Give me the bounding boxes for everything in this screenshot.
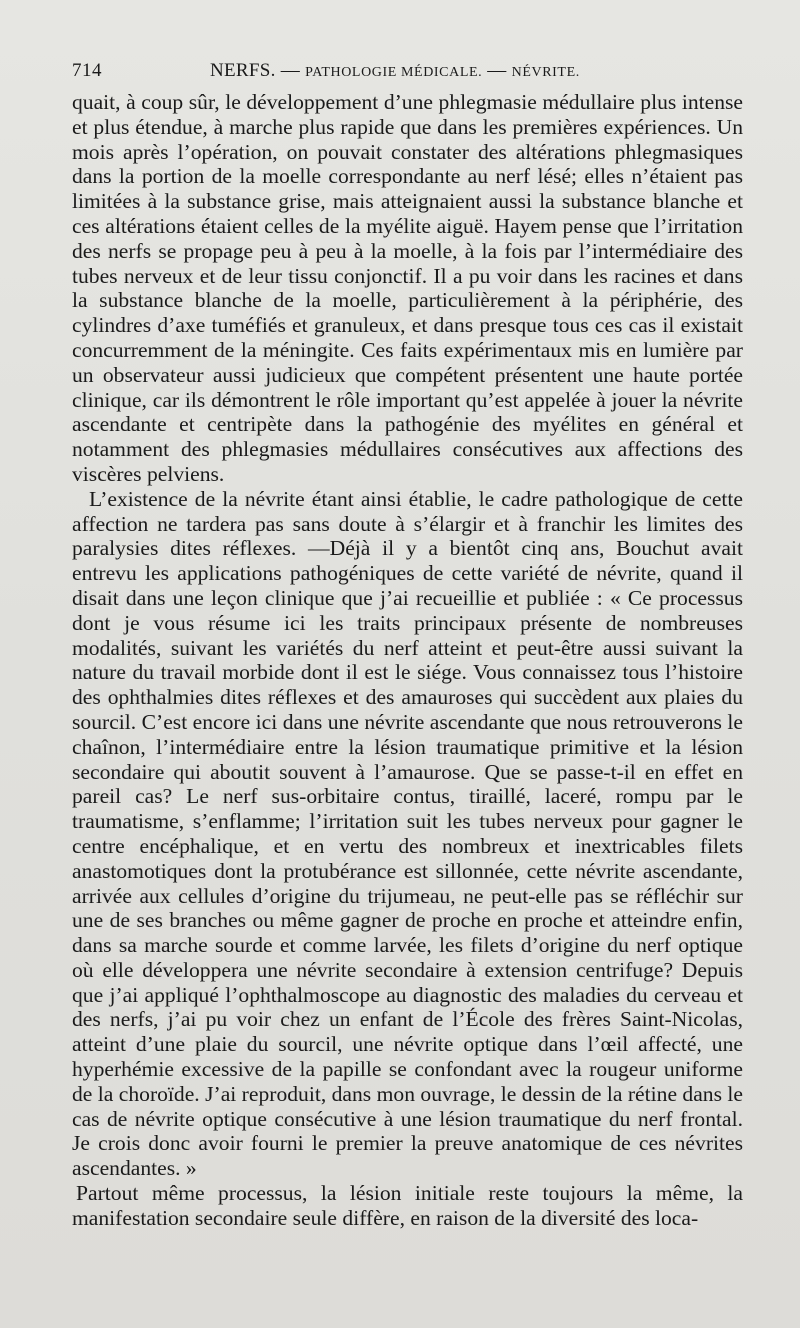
running-title-main: NERFS. [210, 60, 276, 81]
running-title [210, 60, 580, 82]
paragraph-partout: Partout même processus, la lésion initiale reste toujours la même, la manifestation secondaire seule diffère, en raison de la diversité des loca- [72, 1181, 743, 1230]
paragraph-existence-nevrite: L’existence de la névrite étant ainsi établie, le cadre pathologique de cette affection ne tardera pas sans doute à s’élargir et à franchir les limites des paralysies dites réflexes. —Déjà il y a bientôt cinq ans, Bouchut avait entrevu les applications pathogéniques de cette variété de névrite, quand il disait dans une leçon clinique que j’ai recueillie et publiée : « Ce processus dont je vous résume ici les traits principaux présente de nombreuses modalités, suivant les variétés du nerf atteint et peut-être aussi suivant la nature du travail morbide dont il est le siége. Vous connaissez tous l’histoire des ophthalmies dites réflexes et des amauroses qui succèdent aux plaies du sourcil. C’est encore ici dans une névrite ascendante que nous retrouverons le chaînon, l’intermédiaire entre la lésion traumatique primitive et la lésion secondaire qui aboutit souvent à l’amaurose. Que se passe-t-il en effet en pareil cas? Le nerf sus-orbitaire contus, tiraillé, laceré, rompu par le traumatisme, s’enflamme; l’irritation suit les tubes nerveux pour gagner le centre encéphalique, et en vertu des nombreux et inextricables filets anastomotiques dont la protubérance est sillonnée, cette névrite ascendante, arrivée aux cellules d’origine du trijumeau, ne peut-elle pas se réfléchir sur une de ses branches ou même gagner de proche en proche et atteindre enfin, dans sa marche sourde et comme larvée, les filets d’origine du nerf optique où elle développera une névrite secondaire à extension centrifuge? Depuis que j’ai appliqué l’ophthalmoscope au diagnostic des maladies du cerveau et des nerfs, j’ai pu voir chez un enfant de l’École des frères Saint-Nicolas, atteint d’une plaie du sourcil, une névrite optique dans l’œil affecté, une hyperhémie excessive de la papille se confondant avec la rougeur uniforme de la choroïde. J’ai reproduit, dans mon ouvrage, le dessin de la rétine dans le cas de névrite optique consécutive à une lésion traumatique du nerf frontal. Je crois donc avoir fourni le premier la preuve anatomique de ces névrites ascendantes. » [72, 486, 743, 1181]
page-number: 714 [72, 60, 102, 81]
running-header [72, 60, 744, 86]
body-text [72, 90, 743, 1231]
running-title-dash: — [482, 60, 512, 81]
running-title-dash: — [275, 60, 306, 81]
running-title-topic: NÉVRITE. [511, 65, 580, 80]
running-title-section: PATHOLOGIE MÉDICALE. [305, 65, 483, 80]
paragraph-continued: quait, à coup sûr, le développement d’une phlegmasie médullaire plus intense et plus étendue, à marche plus rapide que dans les premières expériences. Un mois après l’opération, on pouvait constater des altérations phlegmasiques dans la portion de la moelle correspondante au nerf lésé; elles n’étaient pas limitées à la substance grise, mais atteignaient aussi la substance blanche et ces altérations étaient celles de la myélite aiguë. Hayem pense que l’irritation des nerfs se propage peu à peu à la moelle, à la fois par l’intermédiaire des tubes nerveux et de leur tissu conjonctif. Il a pu voir dans les racines et dans la substance blanche de la moelle, particulièrement à la périphérie, des cylindres d’axe tuméfiés et granuleux, et dans presque tous ces cas il existait concurremment de la méningite. Ces faits expérimentaux mis en lumière par un observateur aussi judicieux que compétent présentent une haute portée clinique, car ils démontrent le rôle important qu’est appelée à jouer la névrite ascendante et centripète dans la pathogénie des myélites en général et notamment des phlegmasies médullaires consécutives aux affections des viscères pelviens. [72, 90, 743, 486]
